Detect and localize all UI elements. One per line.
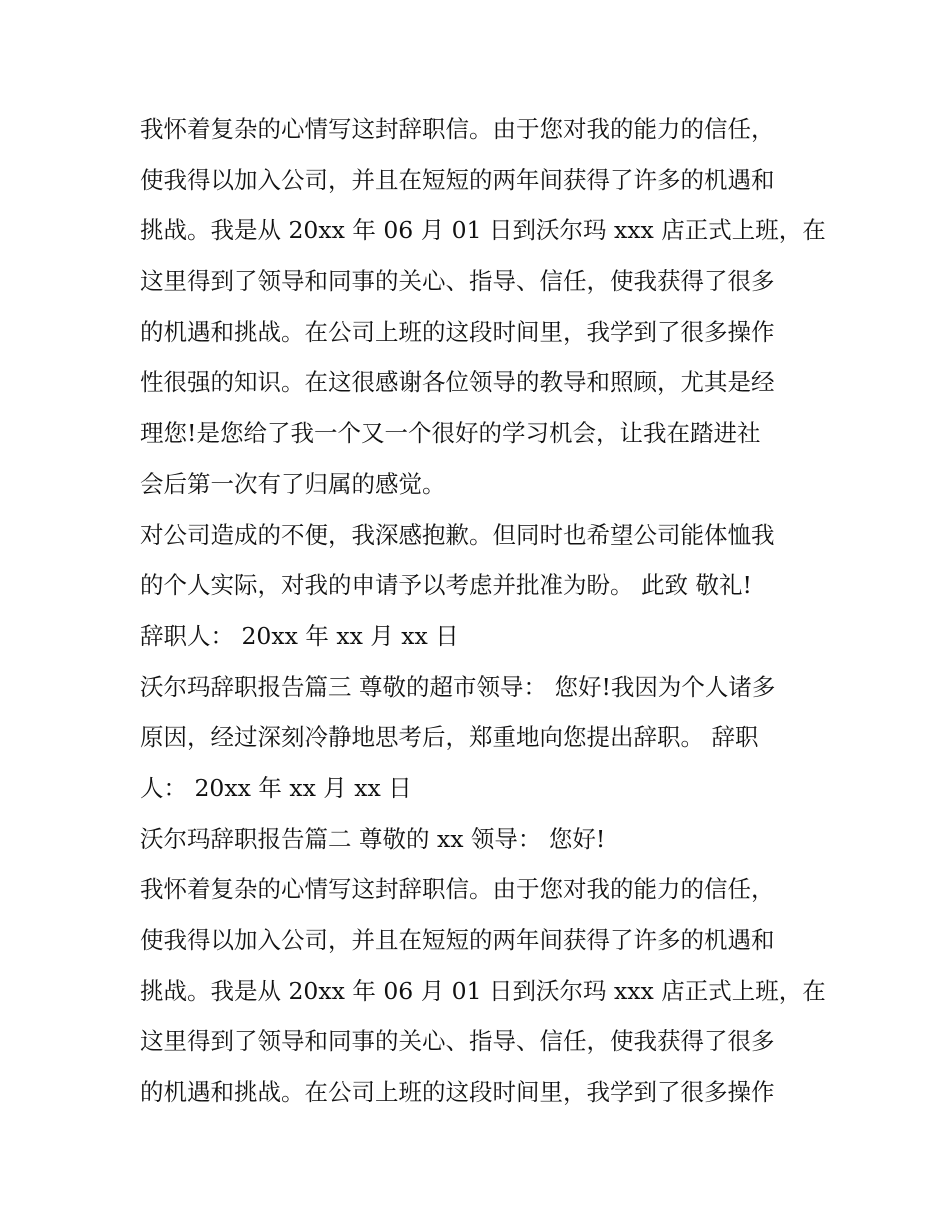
text-line: 使我得以加入公司，并且在短短的两年间获得了许多的机遇和 (140, 926, 775, 954)
text-line: 会后第一次有了归属的感觉。 (140, 469, 446, 498)
text-line: 理您!是您给了我一个又一个很好的学习机会，让我在踏进社 (140, 419, 761, 448)
text-line: 挑战。我是从 20xx 年 06 月 01 日到沃尔玛 xxx 店正式上班，在 (140, 216, 826, 245)
text-line: 我怀着复杂的心情写这封辞职信。由于您对我的能力的信任， (140, 875, 775, 904)
text-line: 的机遇和挑战。在公司上班的这段时间里，我学到了很多操作 (140, 317, 775, 346)
text-line: 的个人实际，对我的申请予以考虑并批准为盼。 此致 敬礼! (140, 571, 752, 600)
text-line: 使我得以加入公司，并且在短短的两年间获得了许多的机遇和 (140, 165, 775, 194)
text-line: 的机遇和挑战。在公司上班的这段时间里，我学到了很多操作 (140, 1078, 775, 1107)
text-line: 我怀着复杂的心情写这封辞职信。由于您对我的能力的信任， (140, 115, 775, 143)
text-line: 这里得到了领导和同事的关心、指导、信任，使我获得了很多 (140, 267, 775, 296)
signature-line: 人： 20xx 年 xx 月 xx 日 (140, 773, 412, 802)
document-body (140, 104, 826, 1118)
text-line: 对公司造成的不便，我深感抱歉。但同时也希望公司能体恤我 (140, 520, 775, 549)
section-heading-line: 沃尔玛辞职报告篇三 尊敬的超市领导： 您好!我因为个人诸多 (140, 672, 776, 701)
text-line: 性很强的知识。在这很感谢各位领导的教导和照顾，尤其是经 (140, 368, 775, 397)
signature-line: 辞职人： 20xx 年 xx 月 xx 日 (140, 621, 459, 650)
text-line: 挑战。我是从 20xx 年 06 月 01 日到沃尔玛 xxx 店正式上班，在 (140, 976, 826, 1005)
section-heading-line: 沃尔玛辞职报告篇二 尊敬的 xx 领导： 您好! (140, 824, 606, 853)
text-line: 这里得到了领导和同事的关心、指导、信任，使我获得了很多 (140, 1027, 775, 1056)
text-line: 原因，经过深刻冷静地思考后，郑重地向您提出辞职。 辞职 (140, 723, 759, 752)
